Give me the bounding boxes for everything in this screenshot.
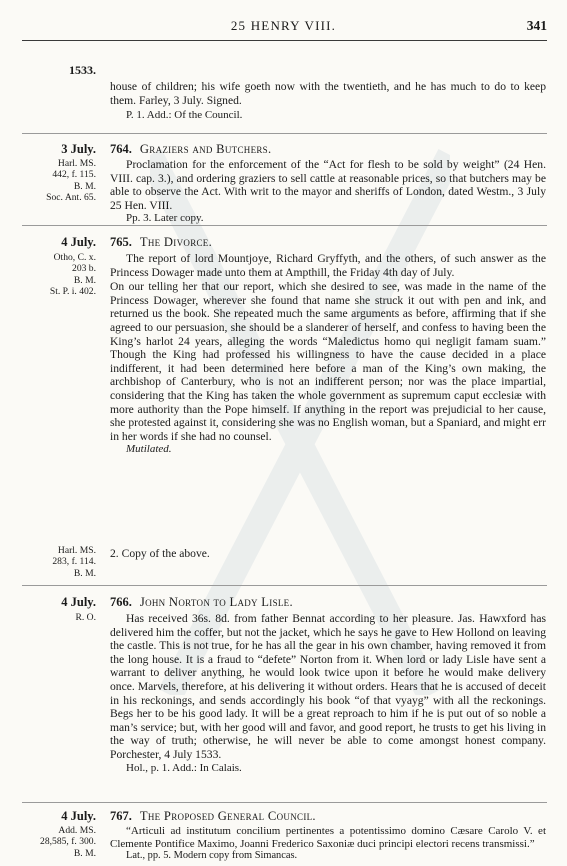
- entry-separator: [22, 225, 547, 226]
- page-number: 341: [526, 18, 547, 33]
- copy-note: 2. Copy of the above.: [110, 547, 210, 560]
- entry-body: The report of lord Mountjoye, Richard Gryffyth, and the others, of such answer as the Princess Dowager made unto them at Ampthill, the Friday 4th day of July. On our telling her that our report, which she desired to see, was made in the name of the Princess Dowager, wherever she found that name she struck it out with pen and ink, and returned us the book. She repeated much the same arguments as before, affirming that if she agreed to our persuasion, she should be a slanderer of herself, and confess to having been the King’s harlot 24 years, alleging the words “Maledictus homo qui negligit famam suam.” Though the King had professed his willingness to have the cause decided in a place indifferent, it had been determined here before a man of the King’s own making, the archbishop of Canterbury, who is not an indifferent person; nor was the place impartial, considering that the King has taken the whole government as supremum caput ecclesiæ with more authority than the Pope himself. If anything in the report was prejudicial to her cause, she protested against it, considering she was no English woman, but a Spaniard, and might err in her words if she had no counsel. Mutilated.: [110, 252, 546, 456]
- source-refs: R. O.: [75, 612, 96, 623]
- source-refs: Add. MS. 28,585, f. 300. B. M.: [40, 825, 96, 859]
- entry-separator: [22, 133, 547, 134]
- entry-separator: [22, 585, 547, 586]
- source-refs: Otho, C. x. 203 b. B. M. St. P. i. 402.: [49, 252, 96, 298]
- entry-body: Proclamation for the enforcement of the “Act for flesh to be sold by weight” (24 Hen. VIII. cap. 3.), and ordering graziers to sell cattle at reasonable prices, so that butchers may be able to observe the Act. With writ to the mayor and sheriffs of London, dated Westm., 3 July 25 Hen. VIII. Pp. 3. Later copy.: [110, 158, 546, 225]
- entry-separator: [22, 802, 547, 803]
- entry-note: Lat., pp. 5. Modern copy from Simancas.: [126, 850, 298, 862]
- entry-date: 4 July.: [61, 235, 96, 249]
- entry-note: Pp. 3. Later copy.: [126, 212, 204, 225]
- entry-body: Has received 36s. 8d. from father Bennat according to her pleasure. Jas. Hawxford has delivered him the coffer, but not the jacket, which he says he gave to Hew Hollond on leaving the castle. This is not true, for he has all the gear in his own chamber, having removed it from the long house. It is a fraud to “defete” Norton from it. When lord or lady Lisle have sent a warrant to deliver anything, he would look twice upon it before he would make delivery once. Marvels, therefore, at his delivering it without orders. Hears that he is accused of deceit in his reckonings, and sends accordingly his book “of that vyayg” with all the reckonings. Begs her to be his good lady. It will be a great reproach to him if he is put out of so noble a man’s service; but, with her good will and favor, and good report, he trusts to get his living in the way of truth; otherwise, he will never be able to come amongst honest company. Porchester, 4 July 1533. Hol., p. 1. Add.: In Calais.: [110, 612, 546, 774]
- entry-heading: 764. Graziers and Butchers.: [110, 142, 272, 156]
- entry-date: 3 July.: [61, 142, 96, 156]
- entry-heading: 765. The Divorce.: [110, 235, 213, 249]
- header-rule: [22, 40, 547, 41]
- entry-note: Hol., p. 1. Add.: In Calais.: [126, 761, 242, 774]
- continuation-note: P. 1. Add.: Of the Council.: [126, 109, 243, 122]
- entry-date: 4 July.: [61, 809, 96, 823]
- entry-body: “Articuli ad institutum concilium pertinentes a potentissimo domino Cæsare Carolo V. et Clemente Pontifice Maximo, Joanni Frederico Saxoniæ duci principi electori recens transmissi.” Lat., pp. 5. Modern copy from Simancas.: [110, 825, 546, 862]
- entry-heading: 767. The Proposed General Council.: [110, 809, 316, 823]
- entry-date: 4 July.: [61, 595, 96, 609]
- entry-heading: 766. John Norton to Lady Lisle.: [110, 595, 293, 609]
- copy-source-refs: Harl. MS. 283, f. 114. B. M.: [52, 545, 96, 579]
- entry-note: Mutilated.: [126, 443, 172, 456]
- year-label: 1533.: [69, 63, 96, 77]
- source-refs: Harl. MS. 442, f. 115. B. M. Soc. Ant. 65.: [46, 158, 96, 204]
- running-title: 25 HENRY VIII.: [230, 18, 337, 33]
- continuation-text: house of children; his wife goeth now with the twentieth, and he has much to do to keep them. Farley, 3 July. Signed. P. 1. Add.: Of the Council.: [110, 80, 546, 122]
